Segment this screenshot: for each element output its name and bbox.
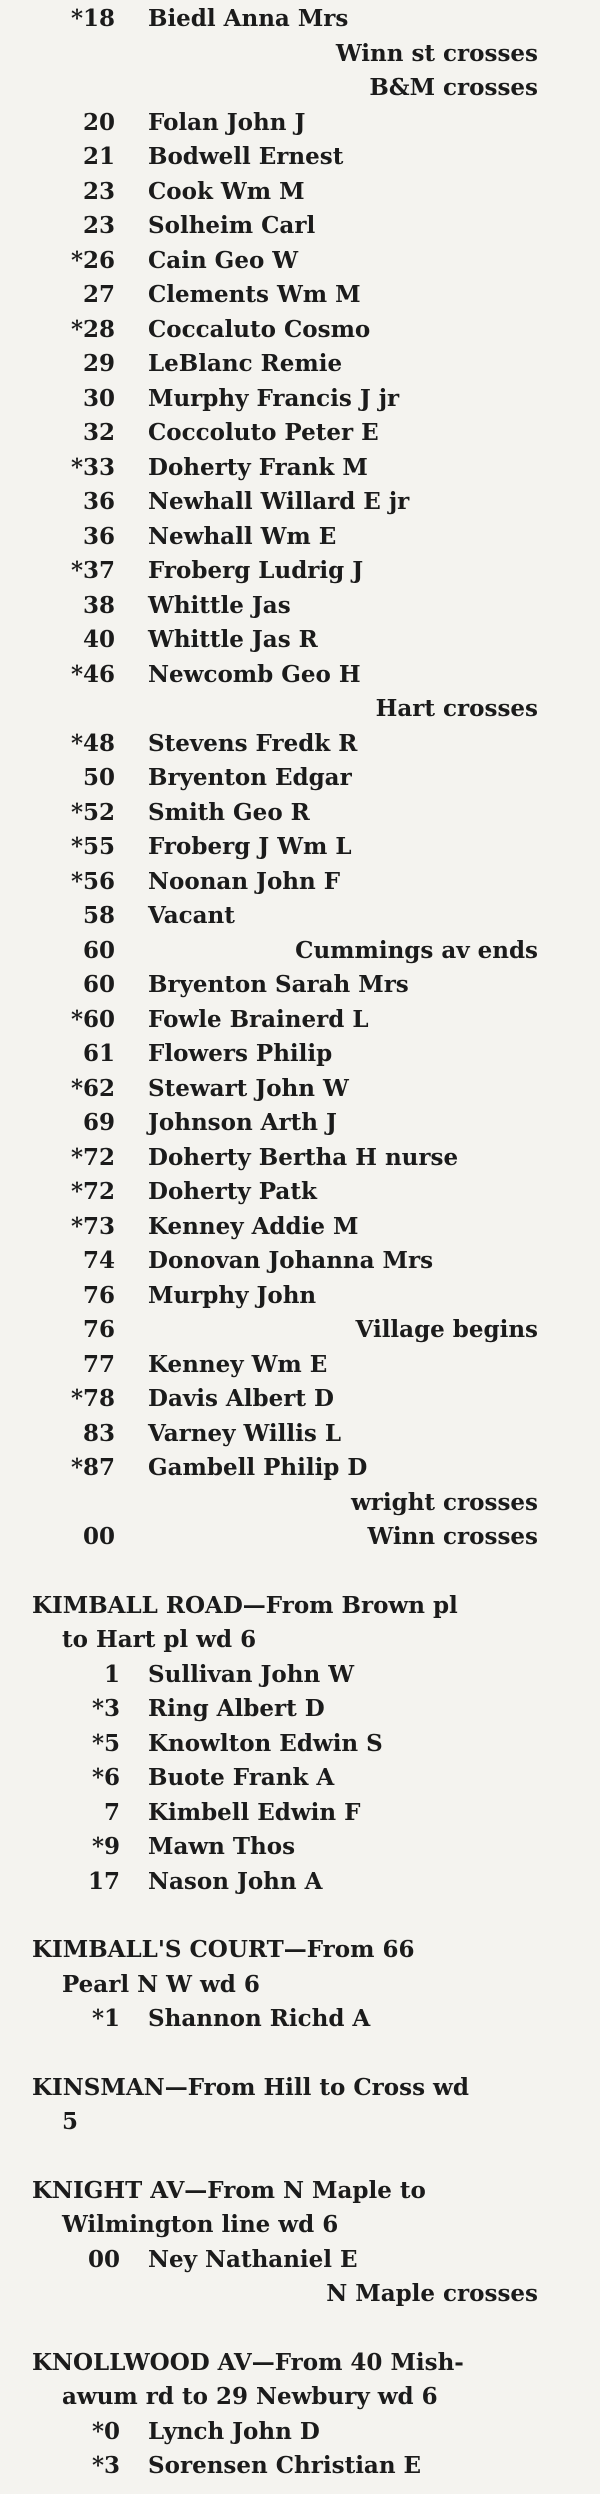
directory-entry: [0, 2415, 600, 2450]
resident-name: Noonan John F: [148, 867, 341, 895]
directory-entry: [0, 485, 600, 520]
house-number: 74: [82, 1247, 115, 1274]
resident-name: Solheim Carl: [148, 212, 316, 239]
cross-street-text: Winn crosses: [367, 1523, 538, 1550]
resident-name: Bryenton Edgar: [148, 764, 352, 791]
resident-name: Doherty Patk: [148, 1178, 317, 1205]
directory-entry: [0, 278, 600, 313]
street-heading-line: KIMBALL ROAD—From Brown pl: [32, 1591, 458, 1619]
resident-name: Kenney Addie M: [148, 1212, 359, 1240]
street-heading: [0, 1589, 600, 1658]
house-number: 23: [82, 177, 115, 205]
street-section: [0, 1589, 600, 1900]
cross-street-note: [0, 37, 600, 72]
directory-entry: [0, 244, 600, 279]
house-number: *48: [70, 729, 115, 757]
street-heading-line: KNOLLWOOD AV—From 40 Mish-: [32, 2348, 464, 2376]
resident-name: Mawn Thos: [148, 1833, 296, 1860]
house-number: 50: [82, 764, 115, 791]
resident-name: Kenney Wm E: [148, 1350, 328, 1378]
directory-entry: [0, 209, 600, 244]
house-number: *18: [70, 5, 115, 32]
directory-entry: [0, 761, 600, 796]
directory-entry: [0, 658, 600, 693]
directory-entry: [0, 727, 600, 762]
house-number: 36: [82, 522, 115, 550]
cross-street-text: wright crosses: [350, 1488, 538, 1516]
cross-street-text: N Maple crosses: [326, 2280, 538, 2307]
house-number: *6: [91, 1764, 120, 1791]
resident-name: Varney Willis L: [148, 1419, 341, 1447]
resident-name: Sullivan John W: [148, 1660, 355, 1688]
cross-street-text: Hart crosses: [375, 695, 538, 722]
resident-name: Donovan Johanna Mrs: [148, 1247, 434, 1274]
street-heading: [0, 1933, 600, 2002]
house-number: 17: [87, 1867, 120, 1895]
directory-entry: [0, 1037, 600, 1072]
resident-name: Ring Albert D: [148, 1695, 325, 1722]
house-number: 32: [82, 419, 115, 446]
resident-name: Smith Geo R: [148, 798, 310, 826]
house-number: 36: [82, 488, 115, 515]
street-sections: [0, 1589, 600, 2484]
directory-entry: [0, 623, 600, 658]
street-section: [0, 1933, 600, 2037]
directory-entry: [0, 1761, 600, 1796]
directory-entry: [0, 2002, 600, 2037]
house-number: *37: [70, 557, 115, 584]
house-number: 00: [87, 2245, 120, 2273]
street-heading-line: 5: [62, 2108, 79, 2135]
resident-name: Stevens Fredk R: [148, 729, 358, 757]
house-number: 61: [82, 1040, 115, 1067]
street-section: [0, 2174, 600, 2312]
resident-name: Whittle Jas R: [148, 626, 318, 653]
house-number: 23: [82, 212, 115, 239]
resident-name: Newhall Willard E jr: [148, 488, 410, 515]
street-heading-line: to Hart pl wd 6: [62, 1626, 257, 1653]
directory-entry: [0, 175, 600, 210]
resident-name: Murphy John: [148, 1281, 317, 1309]
resident-name: Nason John A: [148, 1867, 323, 1895]
cross-street-note: [0, 1486, 600, 1521]
street-listing-continued: [0, 2, 600, 1555]
directory-entry: [0, 382, 600, 417]
house-number: *87: [70, 1454, 115, 1481]
house-number: *0: [91, 2417, 120, 2445]
house-number: *72: [70, 1178, 115, 1205]
resident-name: Clements Wm M: [148, 281, 361, 308]
directory-entry: [0, 1244, 600, 1279]
directory-entry: [0, 1175, 600, 1210]
house-number: *3: [91, 2452, 120, 2479]
street-heading-line: awum rd to 29 Newbury wd 6: [62, 2383, 438, 2410]
house-number: 60: [82, 936, 115, 964]
resident-name: Sorensen Christian E: [148, 2452, 422, 2479]
house-number: 1: [103, 1660, 120, 1688]
house-number: 00: [82, 1523, 115, 1550]
directory-entry: [0, 554, 600, 589]
resident-name: Shannon Richd A: [148, 2005, 371, 2032]
resident-name: Gambell Philip D: [148, 1454, 368, 1481]
house-number: 7: [103, 1798, 120, 1826]
directory-entry: [0, 796, 600, 831]
cross-street-note: [0, 692, 600, 727]
house-number: 60: [82, 971, 115, 998]
street-heading-line: KINSMAN—From Hill to Cross wd: [32, 2073, 469, 2101]
directory-entry: [0, 1692, 600, 1727]
resident-name: Doherty Bertha H nurse: [148, 1143, 459, 1171]
directory-entry: [0, 451, 600, 486]
directory-entry: [0, 1417, 600, 1452]
resident-name: Vacant: [148, 902, 235, 929]
house-number: *3: [91, 1695, 120, 1722]
house-number: *56: [70, 867, 115, 895]
directory-entry: [0, 106, 600, 141]
cross-street-text: B&M crosses: [369, 74, 538, 101]
house-number: *28: [70, 315, 115, 343]
resident-name: Stewart John W: [148, 1074, 349, 1102]
house-number: *73: [70, 1212, 115, 1240]
directory-entry: [0, 899, 600, 934]
directory-entry: [0, 1658, 600, 1693]
house-number: *46: [70, 660, 115, 688]
street-section: [0, 2346, 600, 2484]
house-number: 40: [82, 626, 115, 653]
street-heading: [0, 2346, 600, 2415]
resident-name: Bryenton Sarah Mrs: [148, 971, 409, 998]
house-number: *78: [70, 1385, 115, 1412]
resident-name: Coccaluto Cosmo: [148, 315, 371, 343]
directory-entry: [0, 968, 600, 1003]
resident-name: LeBlanc Remie: [148, 350, 343, 377]
directory-entry: [0, 1141, 600, 1176]
resident-name: Cook Wm M: [148, 177, 305, 205]
resident-name: Johnson Arth J: [148, 1109, 337, 1136]
directory-page: [0, 2, 600, 2494]
resident-name: Coccoluto Peter E: [148, 419, 379, 446]
house-number: 69: [82, 1109, 115, 1136]
cross-street-note: [0, 2277, 600, 2312]
resident-name: Cain Geo W: [148, 246, 299, 274]
cross-street-text: Village begins: [355, 1316, 538, 1343]
house-number: *26: [70, 246, 115, 274]
resident-name: Doherty Frank M: [148, 453, 368, 481]
house-number: 29: [82, 350, 115, 377]
resident-name: Kimbell Edwin F: [148, 1798, 361, 1826]
resident-name: Froberg Ludrig J: [148, 557, 364, 584]
house-number: *55: [70, 833, 115, 860]
street-heading-line: Pearl N W wd 6: [62, 1970, 260, 1998]
directory-entry: [0, 2, 600, 37]
house-number: 27: [82, 281, 115, 308]
directory-entry: [0, 2449, 600, 2484]
directory-entry: [0, 1279, 600, 1314]
house-number: 83: [82, 1419, 115, 1447]
street-heading: [0, 2071, 600, 2140]
street-section: [0, 2071, 600, 2140]
house-number: 21: [82, 143, 115, 170]
house-number: 20: [82, 108, 115, 136]
directory-entry: [0, 1830, 600, 1865]
resident-name: Ney Nathaniel E: [148, 2245, 358, 2273]
directory-entry: [0, 830, 600, 865]
cross-street-note: [0, 1313, 600, 1348]
street-heading: [0, 2174, 600, 2243]
directory-entry: [0, 1210, 600, 1245]
directory-entry: [0, 1796, 600, 1831]
directory-entry: [0, 1451, 600, 1486]
house-number: *5: [91, 1729, 120, 1757]
directory-entry: [0, 1072, 600, 1107]
directory-entry: [0, 1382, 600, 1417]
resident-name: Lynch John D: [148, 2417, 320, 2445]
street-heading-line: KIMBALL'S COURT—From 66: [32, 1936, 415, 1963]
resident-name: Newhall Wm E: [148, 522, 337, 550]
directory-entry: [0, 140, 600, 175]
directory-entry: [0, 1348, 600, 1383]
directory-entry: [0, 589, 600, 624]
directory-entry: [0, 1727, 600, 1762]
resident-name: Fowle Brainerd L: [148, 1005, 369, 1033]
directory-entry: [0, 313, 600, 348]
street-heading-line: KNIGHT AV—From N Maple to: [32, 2176, 426, 2204]
cross-street-note: [0, 71, 600, 106]
resident-name: Froberg J Wm L: [148, 833, 352, 860]
resident-name: Buote Frank A: [148, 1764, 335, 1791]
resident-name: Folan John J: [148, 108, 306, 136]
resident-name: Knowlton Edwin S: [148, 1729, 383, 1757]
cross-street-text: Cummings av ends: [295, 936, 538, 964]
house-number: *60: [70, 1005, 115, 1033]
house-number: 58: [82, 902, 115, 929]
house-number: *52: [70, 798, 115, 826]
directory-entry: [0, 520, 600, 555]
house-number: 30: [82, 384, 115, 412]
cross-street-text: Winn st crosses: [335, 39, 538, 67]
house-number: 76: [82, 1316, 115, 1343]
directory-entry: [0, 1003, 600, 1038]
resident-name: Biedl Anna Mrs: [148, 5, 349, 32]
cross-street-note: [0, 934, 600, 969]
house-number: *1: [91, 2005, 120, 2032]
house-number: *72: [70, 1143, 115, 1171]
directory-entry: [0, 2243, 600, 2278]
directory-entry: [0, 347, 600, 382]
street-heading-line: Wilmington line wd 6: [62, 2211, 339, 2238]
resident-name: Murphy Francis J jr: [148, 384, 400, 412]
resident-name: Flowers Philip: [148, 1040, 333, 1067]
house-number: *62: [70, 1074, 115, 1102]
resident-name: Bodwell Ernest: [148, 143, 344, 170]
directory-entry: [0, 1865, 600, 1900]
resident-name: Davis Albert D: [148, 1385, 334, 1412]
house-number: *9: [91, 1833, 120, 1860]
cross-street-note: [0, 1520, 600, 1555]
directory-entry: [0, 1106, 600, 1141]
resident-name: Newcomb Geo H: [148, 660, 361, 688]
house-number: 77: [82, 1350, 115, 1378]
directory-entry: [0, 416, 600, 451]
house-number: *33: [70, 453, 115, 481]
house-number: 38: [82, 591, 115, 619]
house-number: 76: [82, 1281, 115, 1309]
resident-name: Whittle Jas: [148, 591, 291, 619]
directory-entry: [0, 865, 600, 900]
